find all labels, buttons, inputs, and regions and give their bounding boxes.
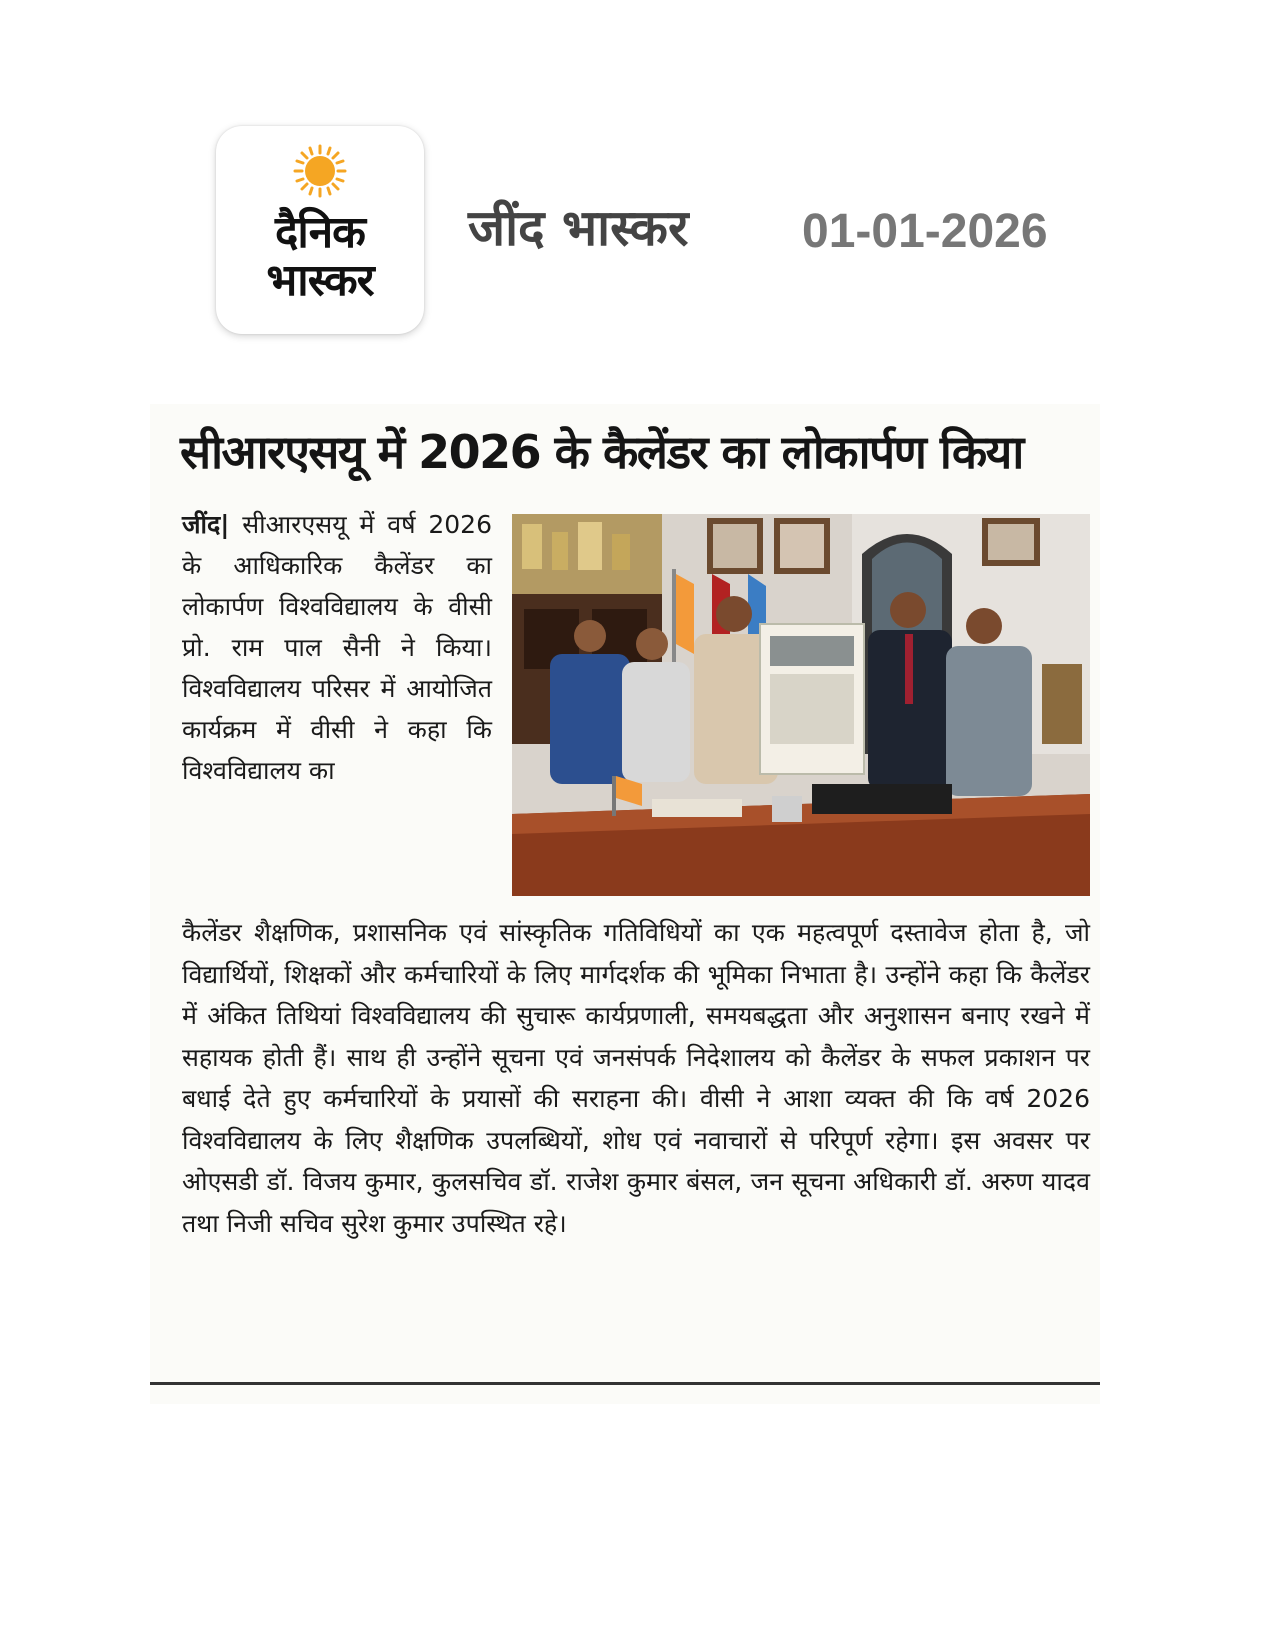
bottom-rule	[150, 1382, 1100, 1385]
news-clipping	[150, 404, 1100, 1404]
logo-text-line2: भास्कर	[266, 255, 374, 306]
article-body: कैलेंडर शैक्षणिक, प्रशासनिक एवं सांस्कृतिक गतिविधियों का एक महत्वपूर्ण दस्तावेज होता है, जो विद्यार्थियों, शिक्षकों और कर्मचारियों के लिए मार्गदर्शक की भूमिका निभाता है। उन्होंने कहा कि कैलेंडर में अंकित तिथियां विश्वविद्यालय की सुचारू कार्यप्रणाली, समयबद्धता और अनुशासन बनाए रखने में सहायक होती हैं। साथ ही उन्होंने सूचना एवं जनसंपर्क निदेशालय को कैलेंडर के सफल प्रकाशन पर बधाई देते हुए कर्मचारियों के प्रयासों की सराहना की। वीसी ने आशा व्यक्त की कि वर्ष 2026 विश्वविद्यालय के लिए शैक्षणिक उपलब्धियों, शोध एवं नवाचारों से परिपूर्ण रहेगा। इस अवसर पर ओएसडी डॉ. विजय कुमार, कुलसचिव डॉ. राजेश कुमार बंसल, जन सूचना अधिकारी डॉ. अरुण यादव तथा निजी सचिव सुरेश कुमार उपस्थित रहे।	[182, 918, 1090, 1238]
logo-text-line1: दैनिक	[275, 207, 365, 258]
publication-date: 01-01-2026	[802, 205, 1048, 258]
article-intro-text: सीआरएसयू में वर्ष 2026 के आधिकारिक कैलेंडर का लोकार्पण विश्वविद्यालय के वीसी प्रो. राम पाल सैनी ने किया। विश्वविद्यालय परिसर में आयोजित कार्यक्रम में वीसी ने कहा कि विश्वविद्यालय का	[182, 510, 492, 785]
article-headline: सीआरएसयू में 2026 के कैलेंडर का लोकार्पण किया	[180, 425, 1023, 479]
article-intro	[182, 504, 492, 791]
edition-name: जींद भास्कर	[468, 199, 689, 257]
sun-icon	[293, 144, 347, 198]
calendar-launch-photo	[512, 514, 1090, 896]
newspaper-logo	[216, 126, 424, 334]
article-dateline: जींद|	[182, 510, 230, 539]
article-photo	[512, 514, 1090, 896]
